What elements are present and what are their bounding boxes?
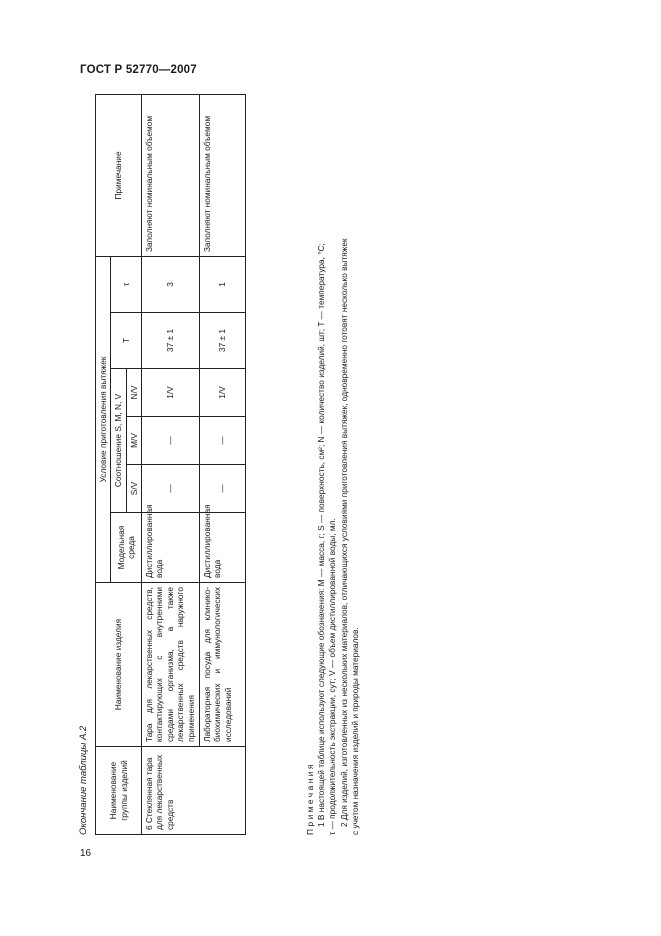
notes-heading: Примечания — [305, 762, 315, 835]
cell-product: Тара для лекарственных средств, контактирующих с внутренними средами организма, а также лекарственных средств наружного применения — [142, 583, 200, 747]
cell-note: Заполняют номинальным объемом — [200, 94, 246, 256]
table-row — [142, 94, 200, 834]
cell-mv: — — [200, 417, 246, 465]
header-conditions: Условие приготовления вытяжек — [96, 256, 111, 582]
header-product: Наименование изделия — [96, 583, 142, 747]
header-ratio: Соотношение S, M, N, V — [111, 369, 126, 513]
cell-nv: 1/V — [200, 369, 246, 417]
header-temperature: T — [111, 313, 142, 369]
cell-nv: 1/V — [142, 369, 200, 417]
note-line: τ — продолжительность экстракции, сут; V — объем дистиллированной воды, мл. — [327, 518, 338, 835]
header-sv: S/V — [126, 465, 141, 513]
cell-medium: Дистиллированная вода — [142, 513, 200, 583]
header-nv: N/V — [126, 369, 141, 417]
table-notes — [305, 95, 361, 835]
header-group: Наименование группы изделий — [96, 747, 142, 835]
cell-note: Заполняют номинальным объемом — [142, 94, 200, 256]
document-header: ГОСТ Р 52770—2007 — [80, 64, 197, 76]
cell-duration: 3 — [142, 256, 200, 312]
table-caption: Окончание таблицы А.2 — [78, 725, 89, 835]
cell-group: 6 Стеклянная тара для лекарственных средств — [142, 747, 246, 835]
page-number: 16 — [80, 848, 92, 859]
rotated-table-block — [78, 95, 368, 835]
cell-temperature: 37 ± 1 — [200, 313, 246, 369]
cell-sv: — — [200, 465, 246, 513]
data-table — [95, 94, 246, 835]
header-duration: τ — [111, 256, 142, 312]
note-line: 1 В настоящей таблице используют следующие обозначения: М — масса, г; S — поверхность, см²; N — количество изделий, шт; T — температура, °С; — [316, 243, 327, 827]
cell-mv: — — [142, 417, 200, 465]
header-medium: Модельная среда — [111, 513, 142, 583]
cell-product: Лабораторная посуда для клинико-биохимических и иммунологических исследований — [200, 583, 246, 747]
header-mv: M/V — [126, 417, 141, 465]
note-line: 2 Для изделий, изготовленных из нескольких материалов, отличающихся условиями приготовления вытяжек, одновременно готовят несколько вытяжек — [338, 238, 349, 827]
cell-temperature: 37 ± 1 — [142, 313, 200, 369]
header-note: Примечание — [96, 94, 142, 256]
cell-sv: — — [142, 465, 200, 513]
cell-medium: Дистиллированная вода — [200, 513, 246, 583]
note-line: с учетом назначения изделий и природы материалов. — [349, 627, 360, 835]
table-row — [200, 94, 246, 834]
cell-duration: 1 — [200, 256, 246, 312]
